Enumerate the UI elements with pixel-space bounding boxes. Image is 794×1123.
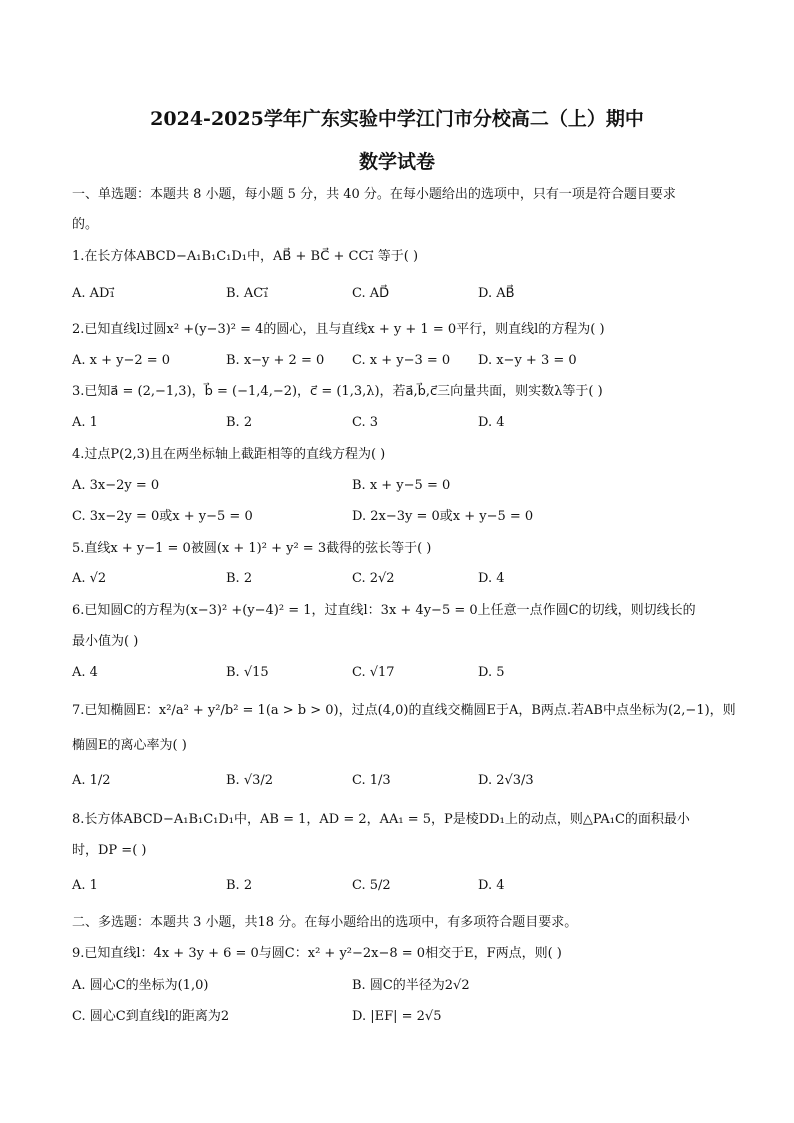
- q3-option-d: D. 4: [478, 415, 505, 430]
- q1-option-c: C. AD⃗: [352, 286, 390, 301]
- q3-option-c: C. 3: [352, 415, 379, 430]
- q7-option-a: A. 1/2: [72, 773, 111, 788]
- q7-option-b: B. √3/2: [226, 773, 274, 788]
- section1-heading-cont: 的。: [72, 217, 99, 232]
- q2-option-b: B. x−y + 2 = 0: [226, 353, 325, 368]
- question-8: 8.长方体ABCD−A₁B₁C₁D₁中，AB = 1，AD = 2，AA₁ = 5，P是棱DD₁上的动点，则△PA₁C的面积最小: [72, 812, 690, 827]
- section1-heading: 一、单选题：本题共 8 小题，每小题 5 分，共 40 分。在每小题给出的选项中，只有一项是符合题目要求: [72, 187, 676, 202]
- q1-option-d: D. AB⃗: [478, 286, 515, 301]
- q4-option-b: B. x + y−5 = 0: [352, 478, 451, 493]
- question-5: 5.直线x + y−1 = 0被圆(x + 1)² + y² = 3截得的弦长等于( ): [72, 541, 432, 556]
- q7-option-c: C. 1/3: [352, 773, 391, 788]
- q8-option-a: A. 1: [72, 878, 98, 893]
- q1-option-a: A. AD₁⃗: [72, 286, 115, 301]
- question-6: 6.已知圆C的方程为(x−3)² +(y−4)² = 1，过直线l：3x + 4y−5 = 0上任意一点作圆C的切线，则切线长的: [72, 603, 696, 618]
- page-title: 2024-2025学年广东实验中学江门市分校高二（上）期中: [150, 108, 644, 130]
- q2-option-a: A. x + y−2 = 0: [72, 353, 171, 368]
- q2-option-c: C. x + y−3 = 0: [352, 353, 451, 368]
- q6-option-d: D. 5: [478, 665, 505, 680]
- q4-option-d: D. 2x−3y = 0或x + y−5 = 0: [352, 509, 534, 524]
- q4-option-a: A. 3x−2y = 0: [72, 478, 160, 493]
- question-2: 2.已知直线l过圆x² +(y−3)² = 4的圆心，且与直线x + y + 1 = 0平行，则直线l的方程为( ): [72, 322, 605, 337]
- question-7: 7.已知椭圆E：x²/a² + y²/b² = 1(a > b > 0)，过点(4,0)的直线交椭圆E于A，B两点.若AB中点坐标为(2,−1)，则: [72, 703, 736, 718]
- question-4: 4.过点P(2,3)且在两坐标轴上截距相等的直线方程为( ): [72, 447, 386, 462]
- question-9: 9.已知直线l：4x + 3y + 6 = 0与圆C：x² + y²−2x−8 = 0相交于E，F两点，则( ): [72, 946, 562, 961]
- q2-option-d: D. x−y + 3 = 0: [478, 353, 577, 368]
- q9-option-d: D. |EF| = 2√5: [352, 1009, 442, 1024]
- page-subtitle: 数学试卷: [358, 151, 435, 173]
- q4-option-c: C. 3x−2y = 0或x + y−5 = 0: [72, 509, 253, 524]
- q5-option-a: A. √2: [72, 571, 107, 586]
- q7-option-d: D. 2√3/3: [478, 773, 534, 788]
- q3-option-a: A. 1: [72, 415, 98, 430]
- q5-option-c: C. 2√2: [352, 571, 395, 586]
- q5-option-b: B. 2: [226, 571, 253, 586]
- question-8-cont: 时，DP =( ): [72, 843, 147, 858]
- q9-option-c: C. 圆心C到直线l的距离为2: [72, 1009, 230, 1024]
- q8-option-b: B. 2: [226, 878, 253, 893]
- question-1: 1.在长方体ABCD−A₁B₁C₁D₁中，AB⃗ + BC⃗ + CC₁⃗ 等于( ): [72, 249, 419, 264]
- q6-option-a: A. 4: [72, 665, 98, 680]
- q5-option-d: D. 4: [478, 571, 505, 586]
- q9-option-b: B. 圆C的半径为2√2: [352, 978, 470, 993]
- q8-option-d: D. 4: [478, 878, 505, 893]
- q3-option-b: B. 2: [226, 415, 253, 430]
- q1-option-b: B. AC₁⃗: [226, 286, 269, 301]
- question-3: 3.已知a⃗ = (2,−1,3)，b⃗ = (−1,4,−2)，c⃗ = (1,3,λ)，若a⃗,b⃗,c⃗三向量共面，则实数λ等于( ): [72, 384, 603, 399]
- q6-option-c: C. √17: [352, 665, 395, 680]
- question-6-cont: 最小值为( ): [72, 634, 139, 649]
- q6-option-b: B. √15: [226, 665, 269, 680]
- q8-option-c: C. 5/2: [352, 878, 391, 893]
- section2-heading: 二、多选题：本题共 3 小题，共18 分。在每小题给出的选项中，有多项符合题目要求。: [72, 915, 578, 930]
- q9-option-a: A. 圆心C的坐标为(1,0): [72, 978, 209, 993]
- question-7-cont: 椭圆E的离心率为( ): [72, 738, 187, 753]
